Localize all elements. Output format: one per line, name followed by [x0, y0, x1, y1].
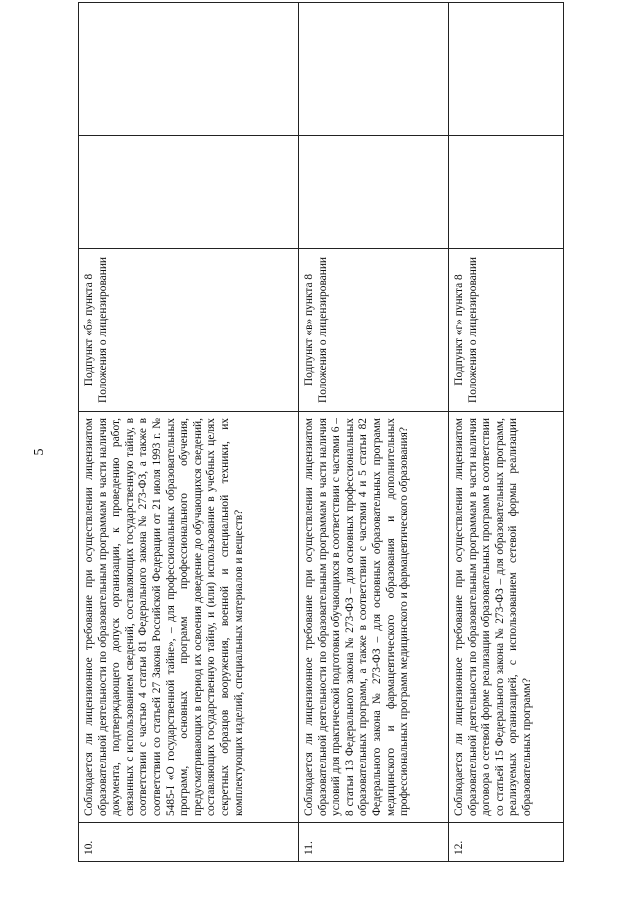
answer-cell [299, 136, 449, 249]
table-row [299, 3, 449, 862]
row-reference: Подпункт «в» пункта 8 Положения о лицензировании [299, 249, 449, 412]
row-reference: Подпункт «г» пункта 8 Положения о лицензировании [449, 249, 564, 412]
row-question: Соблюдается ли лицензионное требование при осуществлении лицензиатом образовательной деятельности по образовательным программам в части наличия условий для практической подготовки обучающихся в соответствии с частями 6 – 8 статьи 13 Федерального закона № 273-ФЗ – для основных профессиональных образовательных программ, а также в соответствии с частями 4 и 5 статьи 82 Федерального закона № 273-ФЗ – для основных образовательных программ медицинского и фармацевтического образования и дополнительных профессиональных программ медицинского и фармацевтического образования? [299, 412, 449, 823]
table-row [79, 3, 299, 862]
answer-cell [449, 136, 564, 249]
table-row [449, 3, 564, 862]
row-number: 11. [299, 823, 449, 862]
note-cell [299, 3, 449, 136]
row-number: 10. [79, 823, 299, 862]
page-number: 5 [32, 448, 47, 456]
note-cell [449, 3, 564, 136]
row-question: Соблюдается ли лицензионное требование при осуществлении лицензиатом образовательной деятельности по образовательным программам в части наличия договора о сетевой форме реализации образовательных программ в соответствии со статьей 15 Федерального закона № 273-ФЗ – для образовательных программ, реализуемых организацией, с использованием сетевой формы реализации образовательных программ? [449, 412, 564, 823]
checklist-table [78, 2, 564, 862]
row-reference: Подпункт «б» пункта 8 Положения о лицензировании [79, 249, 299, 412]
row-number: 12. [449, 823, 564, 862]
answer-cell [79, 136, 299, 249]
rotated-table-container [78, 62, 563, 862]
row-question: Соблюдается ли лицензионное требование при осуществлении лицензиатом образовательной деятельности по образовательным программам в части наличия документа, подтверждающего допуск организации, к проведению работ, связанных с использованием сведений, составляющих государственную тайну, в соответствии с частью 4 статьи 81 Федерального закона № 273-ФЗ, а также в соответствии со статьей 27 Закона Российской Федерации от 21 июля 1993 г. № 5485-I «О государственной тайне», – для профессиональных образовательных программ, основных программ профессионального обучения, предусматривающих в период их освоения доведение до обучающихся сведений, составляющих государственную тайну, и (или) использование в учебных целях секретных образцов вооружения, военной и специальной техники, их комплектующих изделий, специальных материалов и веществ? [79, 412, 299, 823]
note-cell [79, 3, 299, 136]
